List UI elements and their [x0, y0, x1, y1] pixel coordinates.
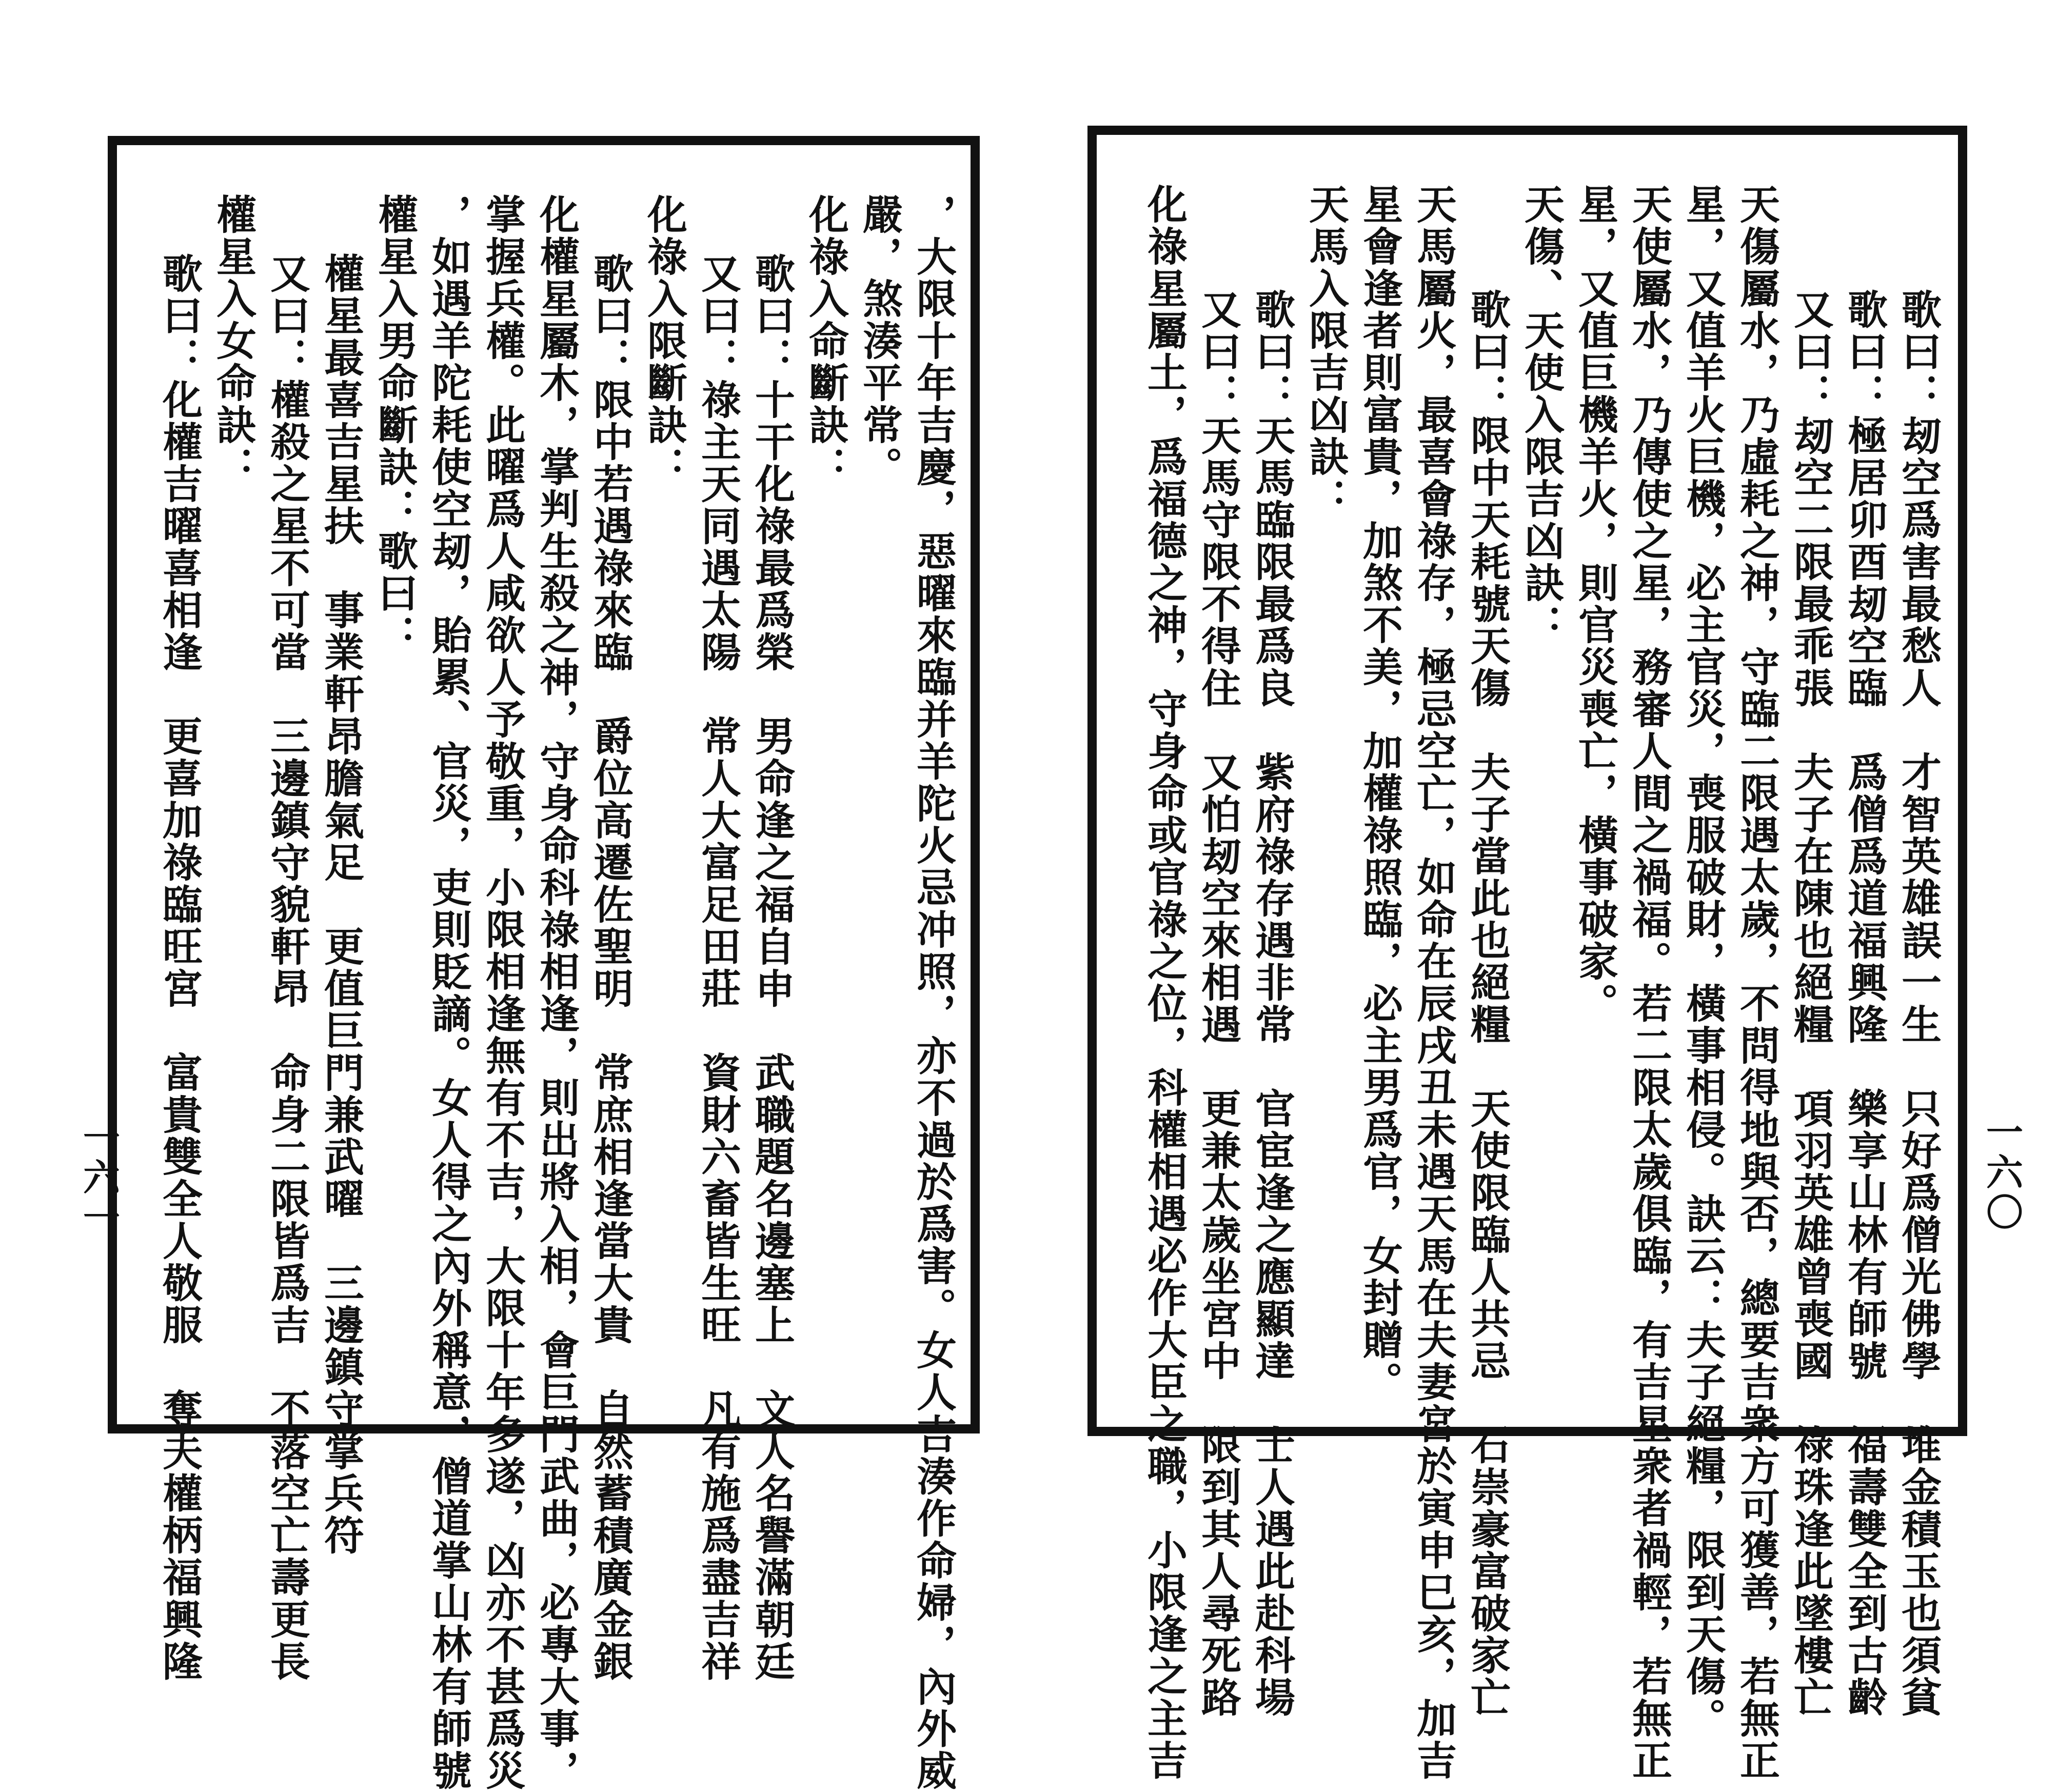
verse-column: 歌曰：限中若遇祿來臨 爵位高遷佐聖明 常庶相逢當大貴 自然蓄積廣金銀	[587, 253, 634, 1683]
text-column: 天使屬水，乃傳使之星，務審人間之禍福。若二限太歲俱臨，有吉星衆者禍輕，若無正	[1626, 184, 1672, 1782]
text-column: 化權星屬木，掌判生殺之神，守身命科祿相逢，則出將入相，會巨門武曲，必專大事，	[533, 194, 580, 1792]
text-column: 化祿星屬土，爲福德之神，守身命或官祿之位，科權相遇必作大臣之職，小限逢之主吉	[1141, 184, 1188, 1782]
page-number: 一六一	[77, 1118, 121, 1238]
text-column: ，大限十年吉慶，惡曜來臨并羊陀火忌冲照，亦不過於爲害。女人吉湊作命婦，內外威	[910, 194, 957, 1792]
text-column: 天馬屬火，最喜會祿存，極忌空亡，如命在辰戌丑未遇天馬在夫妻宮於寅申巳亥，加吉	[1410, 184, 1457, 1782]
verse-column: 又曰：權殺之星不可當 三邊鎮守貌軒昂 命身二限皆爲吉 不落空亡壽更長	[264, 253, 310, 1683]
verse-column: 歌曰：限中天耗號天傷 夫子當此也絕糧 天使限臨人共忌 石崇豪富破家亡	[1464, 289, 1511, 1719]
text-column: 星會逢者則富貴，加煞不美，加權祿照臨，必主男爲官，女封贈。	[1356, 184, 1403, 1403]
section-heading: 權星入男命斷訣：歌曰：	[371, 194, 418, 656]
verse-column: 歌曰：極居卯酉刼空臨 爲僧爲道福興隆 樂享山林有師號 福壽雙全到古齡	[1841, 289, 1888, 1719]
section-heading: 天傷、天使入限吉凶訣：	[1518, 184, 1565, 646]
left-page-frame	[108, 136, 980, 1792]
text-column: 掌握兵權。此曜爲人咸欲人予敬重，小限相逢無有不吉，大限十年多遂，凶亦不甚爲災	[479, 194, 526, 1792]
verse-column: 又曰：天馬守限不得住 又怕刼空來相遇 更兼太歲坐宮中 限到其人尋死路	[1195, 289, 1241, 1719]
text-column: 嚴，煞湊平常。	[856, 194, 903, 488]
verse-column: 歌曰：刼空爲害最愁人 才智英雄誤一生 只好爲僧光佛學 堆金積玉也須貧	[1895, 289, 1942, 1719]
section-heading: 化祿入命斷訣：	[802, 194, 849, 488]
verse-column: 歌曰：天馬臨限最爲良 紫府祿存遇非常 官宦逢之應顯達 士人遇此赴科場	[1249, 289, 1295, 1719]
text-column: 天傷屬水，乃虛耗之神，守臨二限遇太歲，不問得地與否，總要吉衆方可獲善，若無正	[1733, 184, 1780, 1782]
verse-column: 歌曰：化權吉曜喜相逢 更喜加祿臨旺宮 富貴雙全人敬服 奪夫權柄福興隆	[156, 253, 203, 1683]
text-column: ，如遇羊陀耗使空刼，貽累、官災，吏則貶謫。女人得之內外稱意，僧道掌山林有師號	[425, 194, 472, 1792]
text-column: 星，又值羊火巨機，必主官災，喪服破財，橫事相侵。訣云：夫子絕糧，限到天傷。	[1679, 184, 1726, 1740]
text-column: 星，又值巨機羊火，則官災喪亡，橫事破家。	[1572, 184, 1618, 1025]
right-page-frame	[1087, 126, 1967, 1782]
verse-column: 歌曰：十干化祿最爲榮 男命逢之福自申 武職題名邊塞上 文人名譽滿朝廷	[748, 253, 795, 1683]
section-heading: 天馬入限吉凶訣：	[1302, 184, 1349, 520]
verse-column: 又曰：祿主天同遇太陽 常人大富足田莊 資財六畜皆生旺 凡有施爲盡吉祥	[695, 253, 741, 1683]
section-heading: 化祿入限斷訣：	[641, 194, 687, 488]
section-heading: 權星入女命訣：	[210, 194, 256, 488]
verse-column: 權星最喜吉星扶 事業軒昂膽氣足 更值巨門兼武曜 三邊鎮守掌兵符	[318, 253, 364, 1557]
page-number: 一六〇	[1980, 1113, 2024, 1233]
verse-column: 又曰：刼空二限最乖張 夫子在陳也絕糧 項羽英雄曾喪國 祿珠逢此墜樓亡	[1787, 289, 1834, 1719]
